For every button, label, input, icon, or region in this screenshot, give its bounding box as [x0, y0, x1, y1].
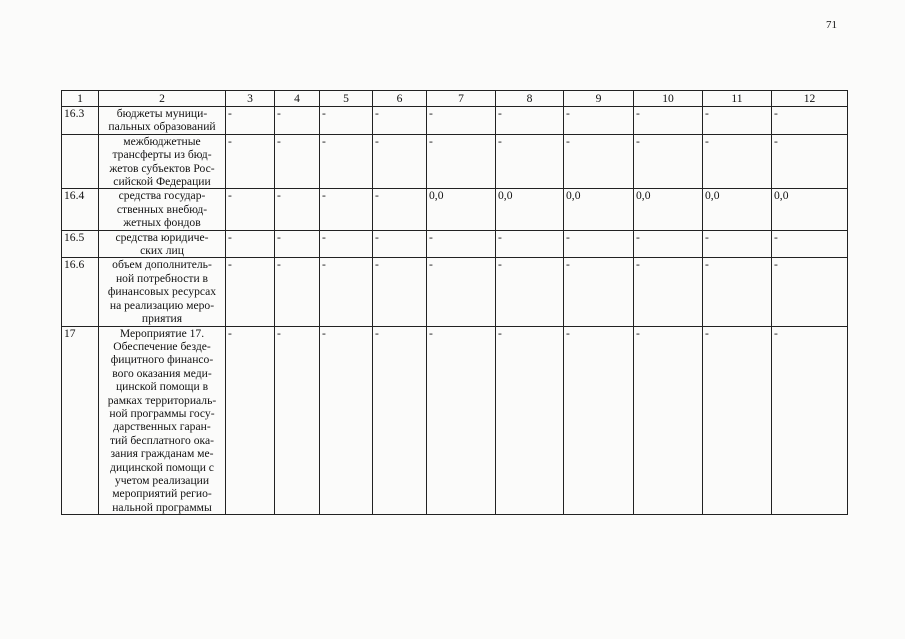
value-cell: - [226, 258, 275, 326]
row-name-line: Мероприятие 17. [119, 326, 205, 340]
value-cell: - [634, 326, 703, 515]
column-header: 3 [226, 91, 275, 107]
row-name-line: тий бесплатного ока- [109, 433, 215, 447]
row-name [99, 189, 226, 230]
value-cell: - [320, 107, 373, 135]
value-cell: - [320, 189, 373, 230]
value-cell: - [427, 326, 496, 515]
value-cell: - [275, 258, 320, 326]
row-name-line: Обеспечение безде- [113, 339, 211, 353]
row-name-line: дицинской помощи с [110, 460, 214, 474]
header-row [62, 91, 848, 107]
column-header: 5 [320, 91, 373, 107]
value-cell: - [496, 230, 564, 258]
column-header: 9 [564, 91, 634, 107]
value-cell: - [703, 107, 772, 135]
column-header: 4 [275, 91, 320, 107]
value-cell: - [373, 258, 427, 326]
column-header: 1 [62, 91, 99, 107]
value-cell: - [427, 230, 496, 258]
table-row [62, 189, 848, 230]
row-number: 16.4 [62, 189, 99, 230]
value-cell: - [373, 107, 427, 135]
table-row [62, 326, 848, 515]
row-name [99, 134, 226, 189]
value-cell: - [772, 258, 848, 326]
row-name-line: учетом реализации [114, 473, 210, 487]
value-cell: - [564, 107, 634, 135]
value-cell: - [320, 134, 373, 189]
row-name-line: жетов субъектов Рос- [109, 161, 215, 175]
value-cell: 0,0 [772, 189, 848, 230]
row-number [62, 134, 99, 189]
value-cell: - [496, 326, 564, 515]
row-name [99, 230, 226, 258]
value-cell: - [634, 107, 703, 135]
value-cell: - [564, 258, 634, 326]
value-cell: - [373, 230, 427, 258]
row-name-line: на реализацию меро- [109, 298, 215, 312]
column-header: 7 [427, 91, 496, 107]
value-cell: - [427, 107, 496, 135]
row-name-line: мероприятий регио- [112, 487, 212, 501]
row-name [99, 326, 226, 515]
value-cell: - [226, 230, 275, 258]
value-cell: - [275, 230, 320, 258]
column-header: 10 [634, 91, 703, 107]
value-cell: - [772, 134, 848, 189]
row-name-line: приятия [141, 312, 183, 326]
value-cell: - [320, 230, 373, 258]
value-cell: - [226, 134, 275, 189]
value-cell: - [373, 326, 427, 515]
row-name-line: ских лиц [140, 244, 184, 258]
row-number: 17 [62, 326, 99, 515]
row-name-line: вого оказания меди- [112, 366, 212, 380]
value-cell: - [427, 258, 496, 326]
value-cell: - [772, 230, 848, 258]
row-name-line: бюджеты муници- [116, 107, 208, 120]
value-cell: - [275, 134, 320, 189]
row-name-line: финансовых ресурсах [107, 285, 217, 299]
column-header: 6 [373, 91, 427, 107]
value-cell: - [703, 230, 772, 258]
value-cell: 0,0 [496, 189, 564, 230]
column-header: 12 [772, 91, 848, 107]
value-cell: - [226, 326, 275, 515]
row-name-line: ной потребности в [115, 271, 209, 285]
row-name-line: дарственных гаран- [113, 420, 211, 434]
value-cell: 0,0 [427, 189, 496, 230]
column-header: 11 [703, 91, 772, 107]
value-cell: - [564, 230, 634, 258]
value-cell: - [634, 230, 703, 258]
row-name-line: объем дополнитель- [112, 258, 212, 272]
row-name-line: нальной программы [112, 500, 212, 514]
value-cell: - [373, 189, 427, 230]
value-cell: - [772, 326, 848, 515]
row-name-line: рамках территориаль- [107, 393, 217, 407]
value-cell: - [373, 134, 427, 189]
value-cell: - [703, 326, 772, 515]
value-cell: - [703, 134, 772, 189]
row-name-line: ственных внебюд- [116, 202, 208, 216]
value-cell: - [275, 326, 320, 515]
row-name-line: межбюджетные [123, 134, 201, 148]
value-cell: - [320, 258, 373, 326]
row-name-line: жетных фондов [123, 216, 201, 230]
value-cell: - [564, 326, 634, 515]
value-cell: 0,0 [634, 189, 703, 230]
budget-table [61, 90, 848, 515]
value-cell: 0,0 [564, 189, 634, 230]
value-cell: - [226, 107, 275, 135]
table-body [62, 107, 848, 515]
row-name-line: средства государ- [118, 189, 206, 203]
value-cell: - [320, 326, 373, 515]
value-cell: - [496, 107, 564, 135]
value-cell: - [275, 189, 320, 230]
row-name [99, 258, 226, 326]
value-cell: - [703, 258, 772, 326]
row-name-line: пальных образований [108, 120, 216, 134]
row-name-line: сийской Федерации [113, 175, 211, 189]
value-cell: - [275, 107, 320, 135]
row-name-line: трансферты из бюд- [112, 148, 212, 162]
column-header: 8 [496, 91, 564, 107]
row-name-line: цинской помощи в [115, 380, 209, 394]
value-cell: - [772, 107, 848, 135]
table-row [62, 134, 848, 189]
row-name-line: средства юридиче- [115, 230, 209, 244]
value-cell: - [564, 134, 634, 189]
column-header: 2 [99, 91, 226, 107]
value-cell: - [634, 134, 703, 189]
value-cell: - [634, 258, 703, 326]
value-cell: - [496, 258, 564, 326]
row-name-line: фицитного финансо- [110, 353, 214, 367]
row-number: 16.6 [62, 258, 99, 326]
page-number: 71 [826, 19, 837, 31]
table-row [62, 107, 848, 135]
row-number: 16.5 [62, 230, 99, 258]
value-cell: - [427, 134, 496, 189]
row-name-line: ной программы госу- [109, 406, 215, 420]
row-name [99, 107, 226, 135]
row-name-line: зания гражданам ме- [110, 447, 214, 461]
table-row [62, 230, 848, 258]
value-cell: - [226, 189, 275, 230]
value-cell: - [496, 134, 564, 189]
table-row [62, 258, 848, 326]
row-number: 16.3 [62, 107, 99, 135]
value-cell: 0,0 [703, 189, 772, 230]
